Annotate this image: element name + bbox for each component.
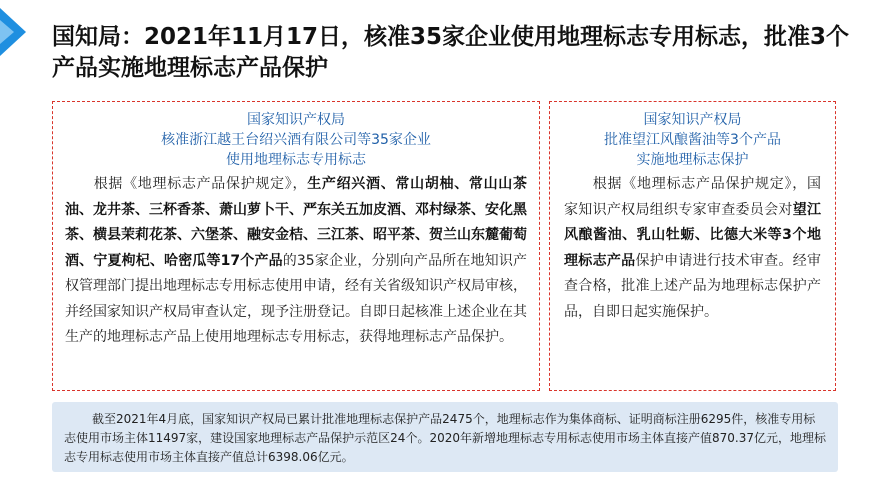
panel-heading — [550, 110, 835, 170]
summary-text: 截至2021年4月底，国家知识产权局已累计批准地理标志保护产品2475个，地理标志作为集体商标、证明商标注册6295件，核准专用标志使用市场主体11497家，建设国家地理标志产品保护示范区24个。2020年新增地理标志专用标志使用市场主体直接产值870.37亿元，地理标志专用标志使用市场主体直接产值总计6398.06亿元。 — [64, 412, 826, 464]
heading-line: 国家知识产权局 — [643, 112, 742, 128]
heading-line: 使用地理标志专用标志 — [226, 152, 366, 168]
heading-line: 批准望江风酿酱油等3个产品 — [604, 132, 781, 148]
page-title: 国知局：2021年11月17日，核准35家企业使用地理标志专用标志，批准3个产品实施地理标志产品保护 — [52, 24, 850, 81]
body-text: 根据《地理标志产品保护规定》， — [93, 176, 308, 192]
panel-body-text — [550, 172, 835, 325]
body-text: 根据《地理标志产品保护规定》，国家知识产权局组织专家审查委员会对 — [564, 176, 821, 218]
product-list: 生产绍兴酒、常山胡柚、常山山茶油、龙井茶、三杯香茶、萧山萝卜干、严东关五加皮酒、邓村绿茶、安化黑茶、横县茉莉花茶、六堡茶、融安金桔、三江茶、昭平茶、贺兰山东麓葡萄酒、宁夏枸杞、哈密瓜等17个产品 — [65, 176, 528, 269]
heading-line: 国家知识产权局 — [247, 112, 345, 128]
panel-product-protection — [549, 101, 836, 391]
product-list: 望江风酿酱油、乳山牡蛎、比德大米等3个地理标志产品 — [564, 201, 822, 269]
summary-box — [52, 402, 838, 472]
heading-line: 实施地理标志保护 — [636, 152, 749, 168]
panel-trademark-approval — [52, 101, 540, 391]
body-text: 保护申请进行技术审查。经审查合格，批准上述产品为地理标志保护产品，自即日起实施保护。 — [564, 252, 822, 320]
heading-line: 核准浙江越王台绍兴酒有限公司等35家企业 — [161, 132, 431, 148]
corner-arrow-icon — [0, 0, 30, 64]
panel-heading — [53, 110, 539, 170]
body-text: 的35家企业，分别向产品所在地知识产权管理部门提出地理标志专用标志使用申请，经有关省级知识产权局审核，并经国家知识产权局审查认定，现予注册登记。自即日起核准上述企业在其生产的地理标志产品上使用地理标志专用标志，获得地理标志产品保护。 — [65, 252, 527, 345]
panel-body-text — [53, 172, 539, 351]
